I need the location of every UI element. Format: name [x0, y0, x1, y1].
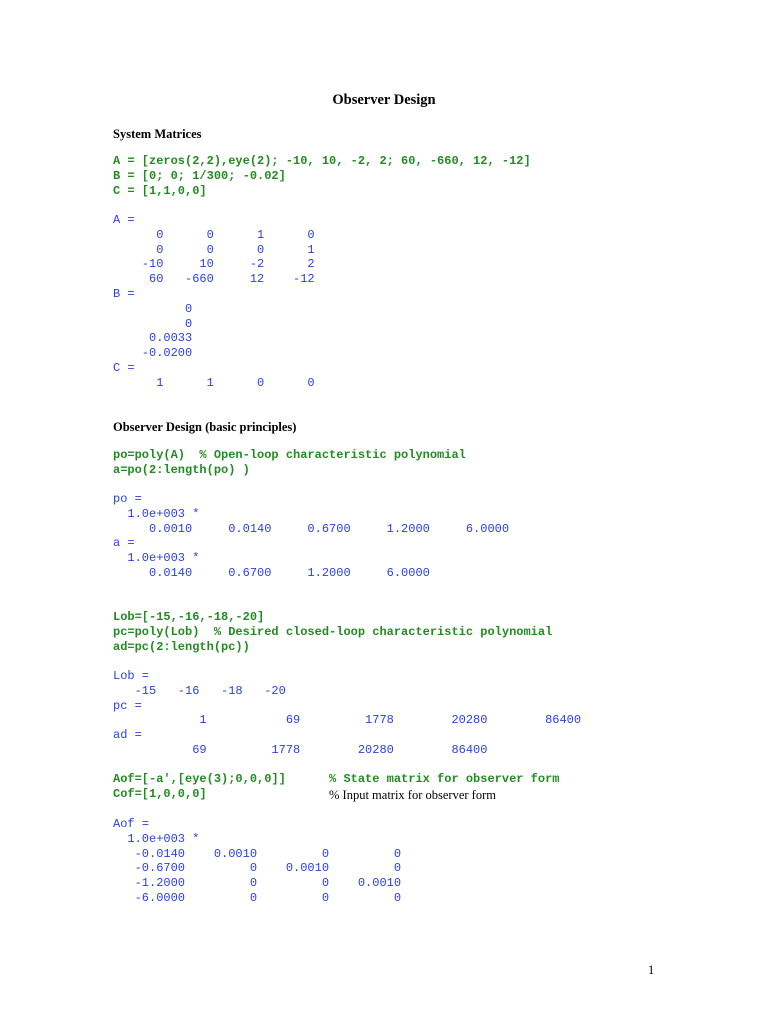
lob-code: Lob=[-15,-16,-18,-20] pc=poly(Lob) % Desired closed-loop characteristic polynomial ad=pc(2:length(pc)) [113, 610, 553, 654]
system-matrices-output: A = 0 0 1 0 0 0 0 1 -10 10 -2 2 60 -660 12 -12 B = 0 0 0.0033 -0.0200 C = 1 1 0 0 [113, 213, 315, 390]
lob-output: Lob = -15 -16 -18 -20 pc = 1 69 1778 20280 86400 ad = 69 1778 20280 86400 [113, 669, 582, 757]
aof-code: Aof=[-a',[eye(3);0,0,0]] % State matrix for observer form Cof=[1,0,0,0] [113, 772, 560, 801]
page-number: 1 [648, 963, 655, 977]
observer-design-heading: Observer Design (basic principles) [113, 420, 297, 434]
aof-output: Aof = 1.0e+003 * -0.0140 0.0010 0 0 -0.6700 0 0.0010 0 -1.2000 0 0 0.0010 -6.0000 0 0 0 [113, 817, 402, 905]
page-title: Observer Design [332, 92, 436, 108]
poly-output: po = 1.0e+003 * 0.0010 0.0140 0.6700 1.2000 6.0000 a = 1.0e+003 * 0.0140 0.6700 1.2000 6.0000 [113, 492, 510, 580]
system-matrices-code: A = [zeros(2,2),eye(2); -10, 10, -2, 2; 60, -660, 12, -12] B = [0; 0; 1/300; -0.02] C = [1,1,0,0] [113, 154, 531, 198]
cof-comment: % Input matrix for observer form [329, 788, 496, 802]
poly-code: po=poly(A) % Open-loop characteristic polynomial a=po(2:length(po) ) [113, 448, 466, 477]
system-matrices-heading: System Matrices [113, 127, 202, 141]
